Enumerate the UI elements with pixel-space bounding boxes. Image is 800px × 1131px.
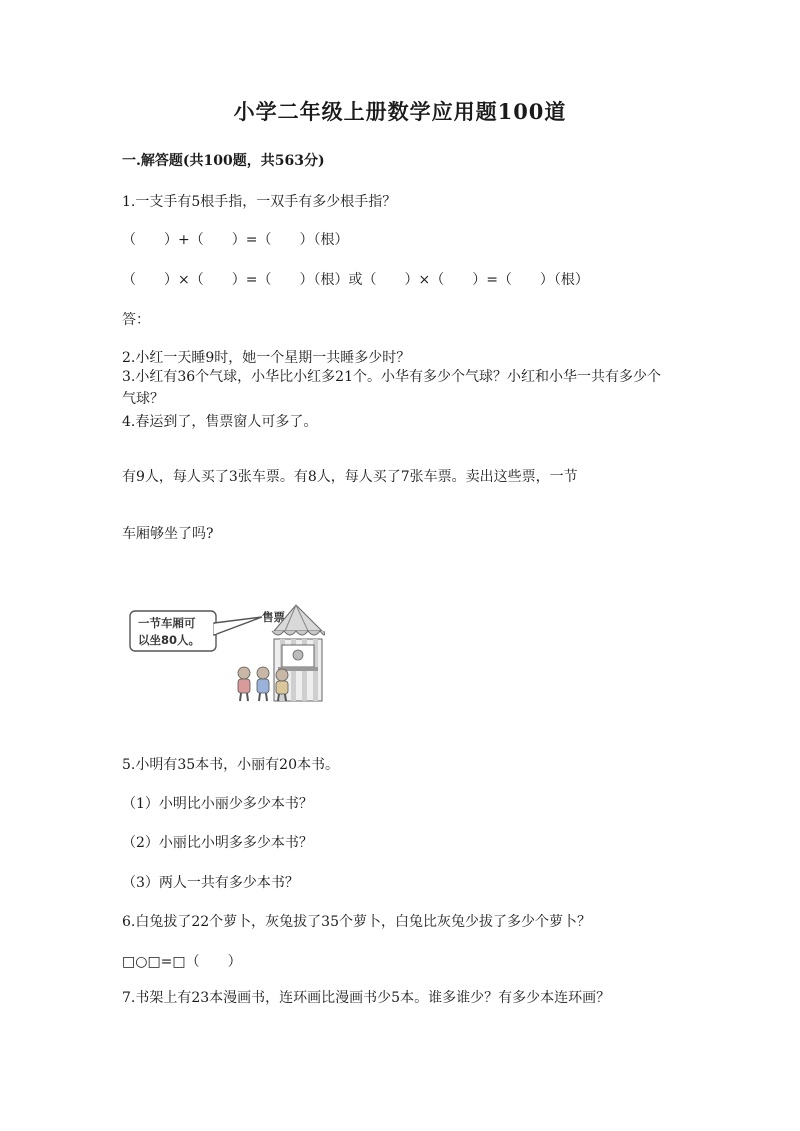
page-title: 小学二年级上册数学应用题100道 [233,99,567,124]
question-1-answer-label: 答： [122,312,150,328]
question-1-equation-multiply: （ ）×（ ）=（ ）（根）或（ ）×（ ）=（ ）（根） [122,272,589,288]
question-4: 4.春运到了，售票窗人可多了。 [122,414,318,430]
question-1-equation-add: （ ）+（ ）=（ ）（根） [122,232,349,248]
question-7: 7.书架上有23本漫画书，连环画比漫画书少5本。谁多谁少？有多少本连环画？ [122,990,611,1006]
question-5-sub-1: （1）小明比小丽少多少本书？ [122,796,313,812]
child-figure-2 [257,667,269,701]
question-6: 6.白兔拔了22个萝卜，灰兔拔了35个萝卜，白兔比灰兔少拔了多少个萝卜？ [122,914,591,930]
child-figure-1 [238,667,250,701]
ticket-booth-illustration [124,603,339,703]
bubble-text-2: 以坐80人。 [138,633,201,647]
booth-sign: 售票 [262,610,285,624]
question-1: 1.一支手有5根手指，一双手有多少根手指？ [122,194,397,210]
question-4-line-2: 车厢够坐了吗? [122,526,214,542]
question-3: 3.小红有36个气球，小华比小红多21个。小华有多少个气球？小红和小华一共有多少个气球？ [122,369,661,407]
bubble-text-1: 一节车厢可 [138,616,196,630]
section-heading: 一.解答题(共100题，共563分) [122,153,325,169]
question-6-formula: □○□=□（ ） [122,954,242,970]
question-2: 2.小红一天睡9时，她一个星期一共睡多少时？ [122,350,411,366]
question-5: 5.小明有35本书，小丽有20本书。 [122,757,339,773]
question-5-sub-3: （3）两人一共有多少本书？ [122,875,299,891]
question-5-sub-2: （2）小丽比小明多多少本书？ [122,835,313,851]
question-4-line-1: 有9人，每人买了3张车票。有8人，每人买了7张车票。卖出这些票，一节 [122,469,578,485]
